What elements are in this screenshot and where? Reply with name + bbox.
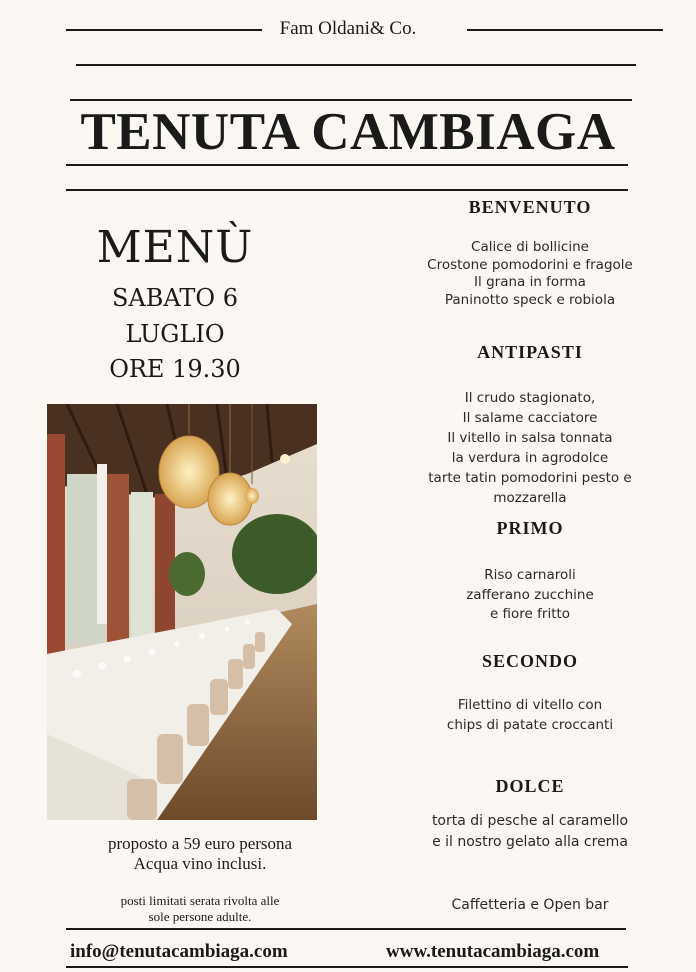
menu-item: torta di pesche al caramello: [431, 813, 629, 829]
menu-item: e il nostro gelato alla crema: [432, 834, 628, 850]
footer-rule-top: [66, 928, 626, 930]
venue-title: TENUTA CAMBIAGA: [80, 103, 616, 161]
menu-title: MENÙ: [96, 222, 254, 273]
section-items-secondo: [400, 696, 660, 735]
section-heading-secondo: SECONDO: [481, 651, 578, 671]
menu-item: Filettino di vitello con: [457, 697, 603, 713]
menu-item: mozzarella: [493, 490, 567, 506]
section-items-antipasti: [400, 388, 660, 508]
website-link[interactable]: www.tenutacambiaga.com: [386, 941, 600, 962]
email-link[interactable]: info@tenutacambiaga.com: [70, 941, 288, 962]
menu-item: Paninotto speck e robiola: [444, 291, 616, 308]
section-heading-benvenuto: BENVENUTO: [468, 197, 592, 217]
menu-item: chips di patate croccanti: [446, 716, 614, 733]
caffetteria-open-bar: Caffetteria e Open bar: [451, 897, 609, 913]
section-heading-antipasti: ANTIPASTI: [477, 342, 583, 362]
menu-item: Il crudo stagionato,: [464, 390, 596, 406]
note-line-1: posti limitati serata rivolta alle: [120, 893, 280, 908]
event-day: SABATO 6: [111, 284, 238, 312]
menu-item: Il grana in forma: [474, 274, 586, 290]
section-items-dolce: [400, 811, 660, 853]
menu-item: Calice di bollicine: [471, 239, 589, 255]
menu-item: Il salame cacciatore: [462, 410, 598, 426]
section-heading-dolce: DOLCE: [495, 776, 565, 796]
price-line: proposto a 59 euro persona: [107, 834, 293, 853]
rule-2: [70, 99, 632, 101]
event-time: ORE 19.30: [109, 355, 241, 383]
section-heading-primo: PRIMO: [496, 518, 564, 538]
section-items-benvenuto: [400, 238, 660, 310]
menu-item: la verdura in agrodolce: [451, 450, 609, 466]
menu-item: Crostone pomodorini e fragole: [427, 256, 633, 273]
included-line: Acqua vino inclusi.: [133, 854, 267, 873]
menu-item: zafferano zucchine: [466, 586, 594, 603]
rule-3: [66, 164, 628, 166]
menu-item: Il vitello in salsa tonnata: [447, 430, 613, 446]
banquet-hall-photo: [47, 404, 317, 820]
menu-item: e fiore fritto: [489, 606, 571, 622]
note-line-2: sole persone adulte.: [148, 909, 252, 924]
brand-name: Fam Oldani& Co.: [279, 18, 417, 39]
section-items-primo: [400, 566, 660, 625]
menu-item: tarte tatin pomodorini pesto e: [428, 470, 632, 486]
rule-4: [66, 189, 628, 191]
footer-rule-bottom: [66, 966, 628, 968]
rule-1: [76, 64, 636, 66]
menu-item: Riso carnaroli: [484, 567, 576, 583]
event-month: LUGLIO: [125, 320, 225, 348]
